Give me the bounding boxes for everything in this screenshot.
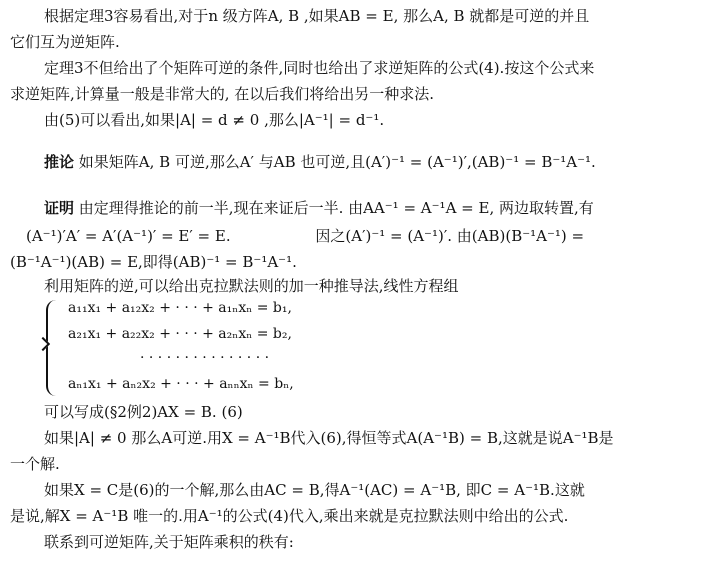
paragraph-line: 求逆矩阵,计算量一般是非常大的, 在以后我们将给出另一种求法.	[10, 85, 435, 103]
system-equation: a₂₁x₁ + a₂₂x₂ + · · · + a₂ₙxₙ = b₂,	[68, 326, 292, 342]
proof-line	[26, 226, 714, 246]
paragraph-line: 定理3不但给出了个矩阵可逆的条件,同时也给出了求逆矩阵的公式(4).按这个公式来	[44, 59, 595, 77]
paragraph-line: 利用矩阵的逆,可以给出克拉默法则的加一种推导法,线性方程组	[44, 277, 459, 295]
corollary-text: 如果矩阵A, B 可逆,那么A′ 与AB 也可逆,且(A′)⁻¹ = (A⁻¹)′,(AB)⁻¹ = B⁻¹A⁻¹.	[78, 153, 596, 171]
proof	[44, 198, 714, 218]
paragraph-line: 可以写成(§2例2)AX = B. (6)	[44, 403, 243, 421]
paragraph-line: 根据定理3容易看出,对于n 级方阵A, B ,如果AB = E, 那么A, B 就都是可逆的并且	[44, 7, 590, 25]
paragraph-line: 一个解.	[10, 455, 60, 473]
linear-system	[44, 296, 344, 402]
system-equation: a₁₁x₁ + a₁₂x₂ + · · · + a₁ₙxₙ = b₁,	[68, 300, 292, 316]
proof-equation: (A⁻¹)′A′ = A′(A⁻¹)′ = E′ = E.	[26, 227, 231, 245]
system-equation: aₙ₁x₁ + aₙ₂x₂ + · · · + aₙₙxₙ = bₙ,	[68, 376, 294, 392]
paragraph-line: 它们互为逆矩阵.	[10, 33, 120, 51]
proof-equation: 因之(A′)⁻¹ = (A⁻¹)′. 由(AB)(B⁻¹A⁻¹) =	[315, 227, 585, 245]
paragraph-line: 联系到可逆矩阵,关于矩阵乘积的秩有:	[44, 533, 294, 551]
corollary	[44, 152, 714, 172]
paragraph-line: 如果X = C是(6)的一个解,那么由AC = B,得A⁻¹(AC) = A⁻¹B, 即C = A⁻¹B.这就	[44, 481, 585, 499]
left-brace	[46, 300, 62, 396]
paragraph-line: 是说,解X = A⁻¹B 唯一的.用A⁻¹的公式(4)代入,乘出来就是克拉默法则中给出的公式.	[10, 507, 569, 525]
paragraph-line: 如果|A| ≠ 0 那么A可逆.用X = A⁻¹B代入(6),得恒等式A(A⁻¹B) = B,这就是说A⁻¹B是	[44, 429, 614, 447]
proof-line: (B⁻¹A⁻¹)(AB) = E,即得(AB)⁻¹ = B⁻¹A⁻¹.	[10, 253, 297, 271]
corollary-label: 推论	[44, 153, 75, 171]
system-dots: · · · · · · · · · · · · · · ·	[140, 350, 270, 366]
proof-label: 证明	[44, 199, 75, 217]
proof-text: 由定理得推论的前一半,现在来证后一半. 由AA⁻¹ = A⁻¹A = E, 两边取转置,有	[78, 199, 594, 217]
paragraph-line: 由(5)可以看出,如果|A| = d ≠ 0 ,那么|A⁻¹| = d⁻¹.	[44, 111, 385, 129]
